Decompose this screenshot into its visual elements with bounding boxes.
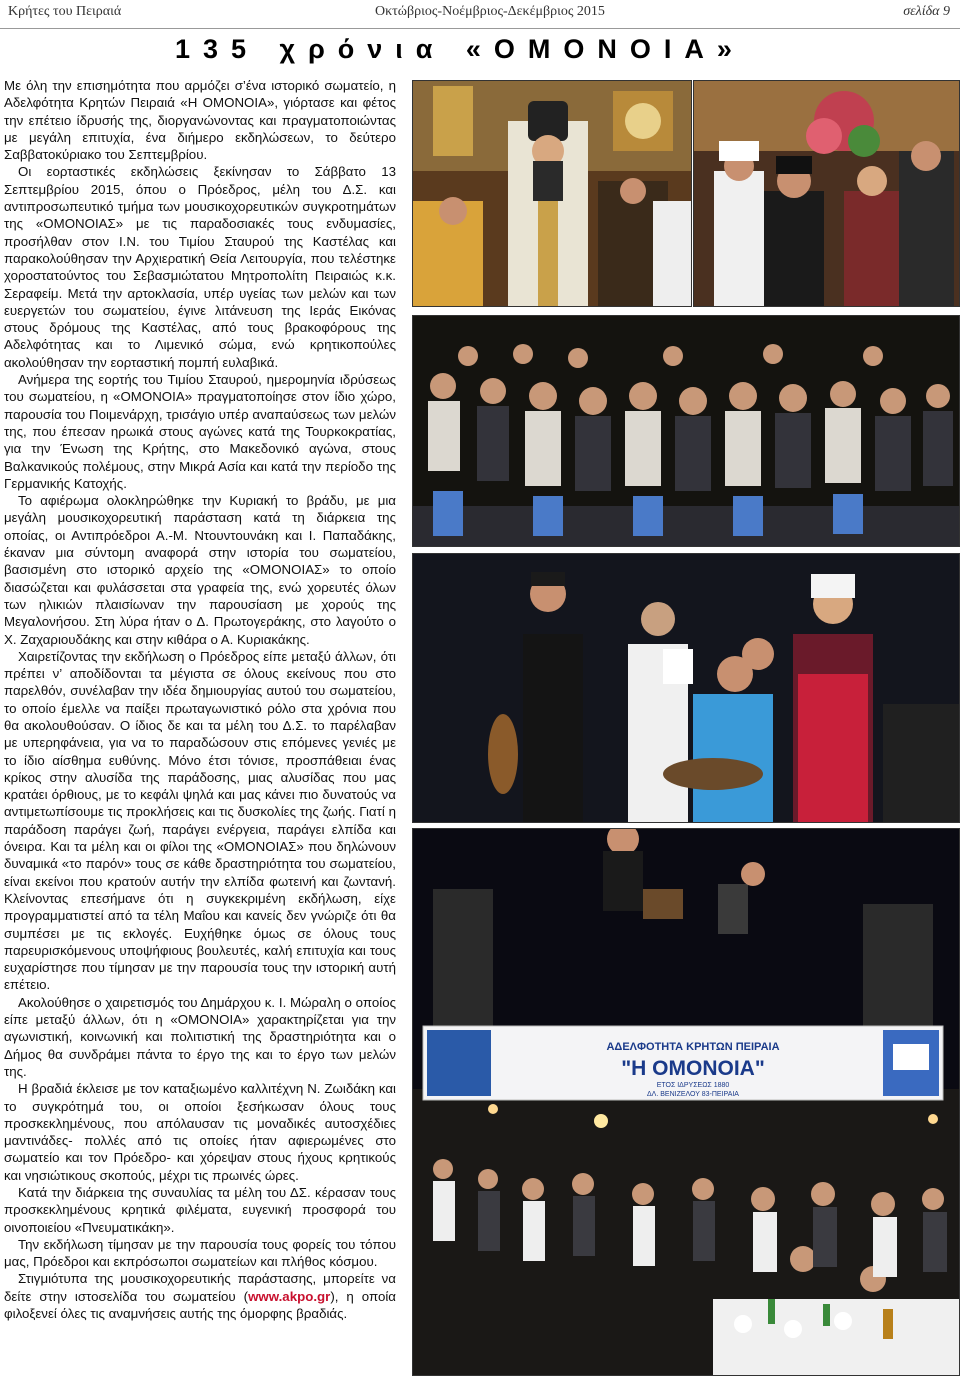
issue-date: Οκτώβριος-Νοέμβριος-Δεκέμβριος 2015 [375,4,605,19]
page-number: σελίδα 9 [903,4,950,19]
evening-event-image [413,829,959,1375]
musicians-scene-image [413,554,959,822]
photo-evening-event-banner [412,828,960,1376]
article-paragraph: Η βραδιά έκλεισε με τον καταξιωμένο καλλιτέχνη Ν. Ζωιδάκη και το συγκρότημά του, οι οποίοι ξεσήκωσαν όλους τους προσκεκλημένους, που απόλαυσαν τις μοναδικές αυτοσχέδιες μαντινάδες- πολλές από τις οποίες ήταν αφιερωμένες στο σωματείο και τον Πρόεδρο- και χόρεψαν στους ήχους κρητικούς και νησιώτικους σκοπούς, μέχρι τις πρωινές ώρες. [4,1081,396,1183]
article-paragraph: Ακολούθησε ο χαιρετισμός του Δημάρχου κ. Ι. Μώραλη ο οποίος είπε μεταξύ άλλων, ότι η «ΟΜΟΝΟΙΑ» χαρακτηρίζεται για την αγωνιστική, κοινωνική και πολιτιστική της δραστηριότητα και ο Δήμος θα συνδράμει πάντα το έργο της και το έργο των μελών της. [4,994,396,1079]
audience-scene-image [413,316,959,546]
church-scene-image [413,81,691,306]
article-paragraph: Ανήμερα της εορτής του Τιμίου Σταυρού, ημερομηνία ιδρύσεως του σωματείου, η «ΟΜΟΝΟΙΑ» πραγματοποίησε στον ίδιο χώρο, παρουσία του Ποιμενάρχη, τρισάγιο υπέρ αναπαύσεως των μελών της, που έπεσαν ηρωικά στους αγώνες κατά της Τουρκοκρατίας, για την Ένωση της Κρήτης, στο Μακεδονικό αγώνα, στους Βαλκανικούς πολέμους, στην Μικρά Ασία και κατά την περίοδο της Γερμανικής Κατοχής. [4,372,396,491]
article-paragraph: Το αφιέρωμα ολοκληρώθηκε την Κυριακή το βράδυ, με μια μεγάλη μουσικοχορευτική παράσταση κατά τη διάρκεια της οποίας, οι Αντιπρόεδροι Α.-Μ. Ντουντουνάκη και Ι. Παπαδάκης, έκαναν μια σύντομη αναφορά στην ιστορία του σωματείου, βασισμένη στο ιστορικό αρχείο της «ΟΜΟΝΟΙΑΣ» το οποίο διασώζεται και φυλάσσεται στα γραφεία της, ενώ χορευτές όλων των ηλικιών πλαισίωναν την παρουσίαση με χορούς της Μεγαλονήσου. Στη λύρα ήταν ο Δ. Πρωτογεράκης, στο λαγούτο ο Χ. Ζαχαριουδάκης και στην κιθάρα ο Α. Κυριακάκης. [4,493,396,647]
website-link[interactable]: www.akpo.gr [248,1288,331,1304]
article-paragraph: Χαιρετίζοντας την εκδήλωση ο Πρόεδρος είπε μεταξύ άλλων, ότι πρέπει ν’ αποδίδονται τα μέγιστα σε όλους εκείνους που στο παρελθόν, συνέλαβαν την ιδέα δημιουργίας αυτού του σωματείου, το οποίο έμελλε να παίξει πρωταγωνιστικό ρόλο στα χρόνια που θα ακολουθούσαν. Ο ίδιος δε και τα μέλη του Δ.Σ. το παρέλαβαν με υπερηφάνεια, για να το παραδώσουν στις επόμενες γενιές με το ίδιο αίσθημα ευθύνης. Μόνο έτσι τόνισε, προσπάθειαι ένας κρίκος στην αλυσίδα της παράδοσης, μιας αλυσίδας που μας κρατάει όρθιους, με το κεφάλι ψηλά και μας κάνει πιο δυνατούς να αντιμετωπίσουμε τις προκλήσεις και τις δυσκολίες της ζωής. Γιατί η παράδοση παράγει ζωή, παράγει ενέργεια, παράγει ελπίδα και όνειρα. Και τα μέλη και οι φίλοι της «ΟΜΟΝΟΙΑΣ» που δηλώνουν δυναμικά «το παρόν» τους σε κάθε δραστηριότητα του σωματείου, είναι εκείνοι που κρατούν αυτήν την ελπίδα φωτεινή και ζωντανή. Κλείνοντας επεσήμανε ότι η συγκεκριμένη εκδήλωση, είχε προγραμματιστεί από τα τέλη Μαΐου και κανείς δεν γνώριζε ότι θα συμπέσει με τις εκλογές. Ευχήθηκε όμως σε όλους τους παρευρισκόμενους υποψήφιους βουλευτές, καλή επιτυχία και τους ευχαρίστησε που τίμησαν με την παρουσία τους την ιστορική αυτή επέτειο. [4,648,396,993]
last-paragraph-after: ), η οποία φιλοξενεί όλες τις αναμνήσεις αυτής της όμορφης βραδιάς. [4,1288,396,1322]
photo-church-liturgy [412,80,692,307]
costumes-scene-image [694,81,959,306]
article-paragraph: Με όλη την επισημότητα που αρμόζει σ’ένα ιστορικό σωματείο, η Αδελφότητα Κρητών Πειραιά «Η ΟΜΟΝΟΙΑ», γιόρτασε και φέτος την επέτειο ίδρυσής της, διοργανώνοντας και πραγματοποιώντας με μεγάλη επιτυχία, ένα διήμερο εκδηλώσεων, το δεύτερο Σαββατοκύριακο του Σεπτεμβρίου. [4,78,396,163]
article-headline: 135 χρόνια «ΟΜΟΝΟΙΑ» [175,34,745,64]
header-rule [0,28,960,29]
article-paragraph-last [4,1270,396,1322]
publication-name: Κρήτες του Πειραιά [8,4,122,19]
article-paragraph: Την εκδήλωση τίμησαν με την παρουσία τους φορείς του τόπου μας, Πρόεδροι και εκπρόσωποι σωματείων και πλήθος κόσμου. [4,1236,396,1270]
last-paragraph-before: Στιγμιότυπα της μουσικοχορευτικής παράστασης, μπορείτε να δείτε στην ιστοσελίδα του σωματείου ( [4,1271,396,1304]
article-paragraph: Οι εορταστικές εκδηλώσεις ξεκίνησαν το Σάββατο 13 Σεπτεμβρίου 2015, όπου ο Πρόεδρος, μέλη του Δ.Σ. και αντιπροσωπευτικό τμήμα των μουσικοχορευτικών συγκροτημάτων της «ΟΜΟΝΟΙΑΣ» με τις παραδοσιακές τους ενδυμασίες, προσήλθαν στον Ι.Ν. του Τιμίου Σταυρού της Καστέλας και παρακολούθησαν την Αρχιερατική Θεία Λειτουργία, που τελέστηκε χοροστατούντος του Σεβασμιώτατου Μητροπολίτη Πειραιώς κ.κ. Σεραφείμ. Μετά την αρτοκλασία, υπέρ υγείας των μελών και των ευεργετών του σωματείου, έγινε λιτάνευση της Ιεράς Εικόνας στους δρόμους της Καστέλας, από τους βρακοφόρους της Αδελφότητας και το Λιμενικό σώμα, ενώ κρητικοπούλες ακολούθησαν την εορταστική πομπή ευλαβικά. [4,164,396,370]
photo-seated-audience [412,315,960,547]
banner-line-1: ΑΔΕΛΦΟΤΗΤΑ ΚΡΗΤΩΝ ΠΕΙΡΑΙΑ [606,1041,780,1053]
photo-musicians-stage [412,553,960,823]
photo-traditional-costumes [693,80,960,307]
banner-line-4: ΔΛ. ΒΕΝΙΖΕΛΟΥ 83-ΠΕΙΡΑΙΑ [647,1091,739,1098]
banner-line-2: "Η ΟΜΟΝΟΙΑ" [621,1057,765,1080]
page-header [0,0,960,26]
article-body [4,77,396,1372]
banner-line-3: ΕΤΟΣ ΙΔΡΥΣΕΩΣ 1880 [656,1082,730,1089]
article-paragraph: Κατά την διάρκεια της συναυλίας τα μέλη του ΔΣ. κέρασαν τους προσκεκλημένους κρητικά φιλέματα, ευγενική προσφορά του οινοποιείου «Πνευματικάκη». [4,1185,396,1235]
